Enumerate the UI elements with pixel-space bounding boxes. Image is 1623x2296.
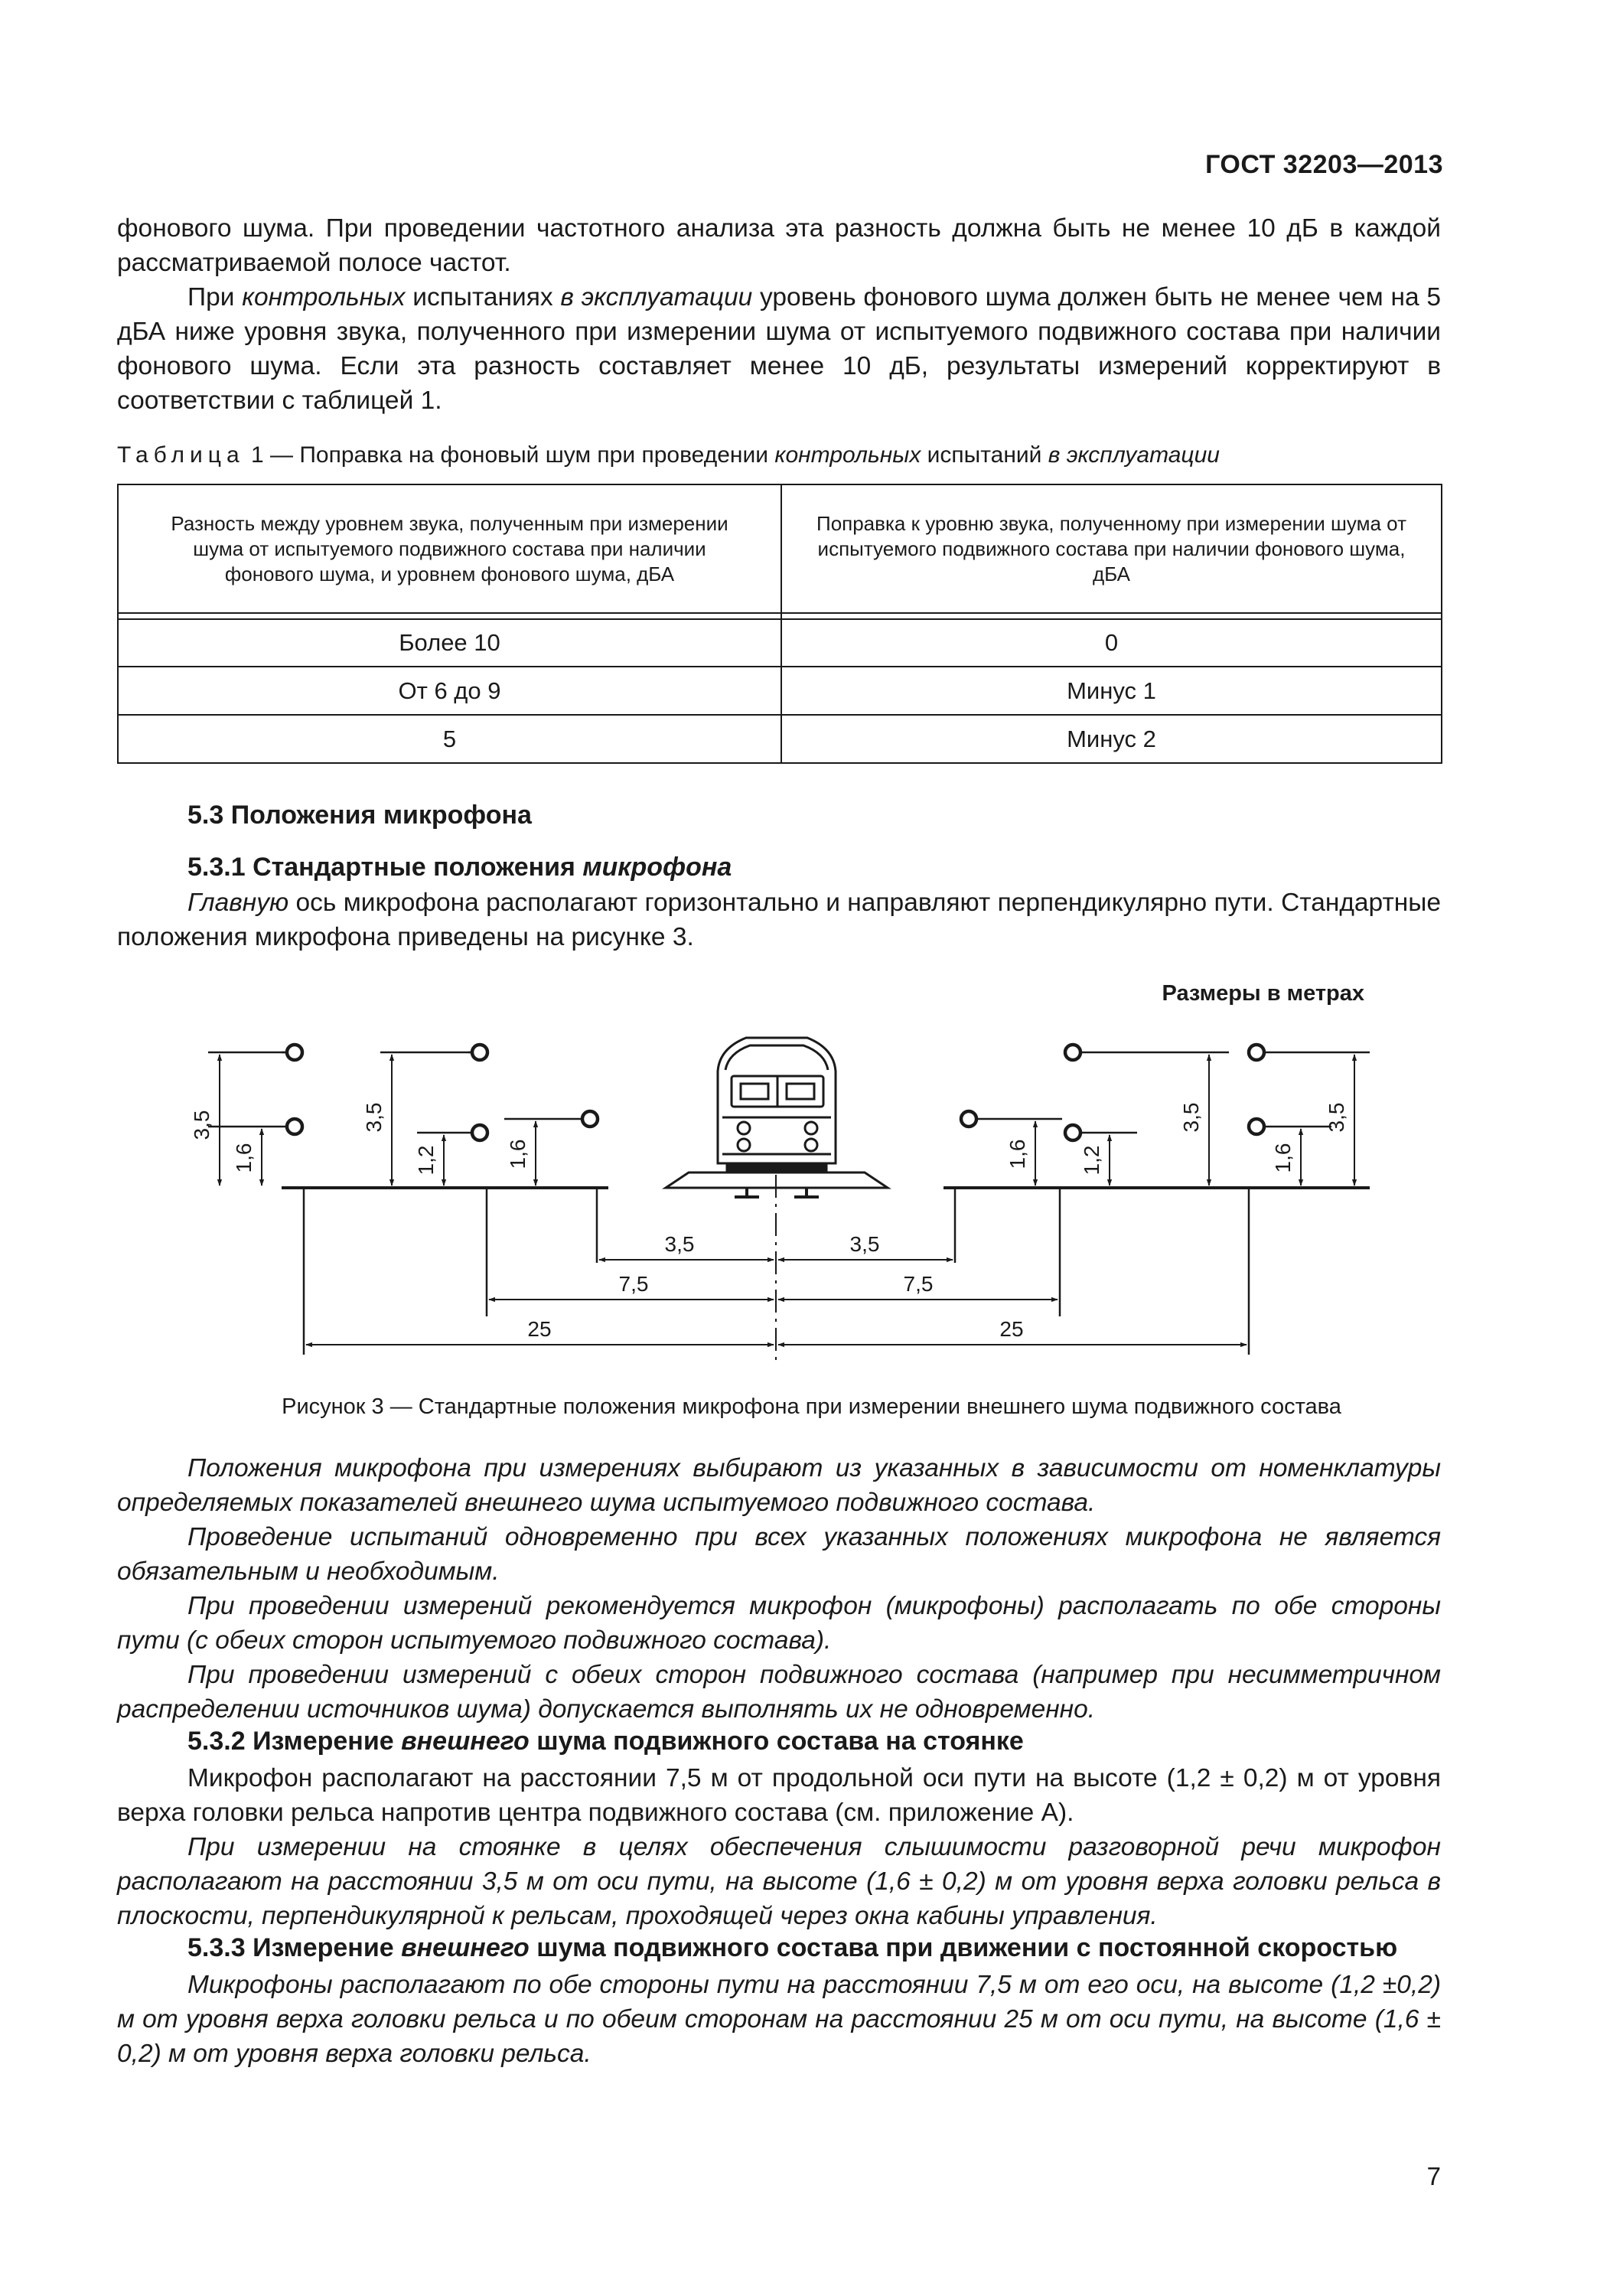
- text-run: испытаний: [921, 442, 1048, 468]
- text-run-italic: Главную: [187, 889, 289, 917]
- caption-number: 1: [250, 442, 264, 468]
- section-5-3-3-text: Микрофоны располагают по обе стороны пути на расстоянии 7,5 м от его оси, на высоте (1,2 ±0,2) м от уровня верха головки рельса и по обеим сторонам на расстоянии 25 м от оси пути, на высоте (1,6 ± 0,2) м от уровня верха головки рельса.: [117, 1971, 1441, 2068]
- microphone-icon: [287, 1045, 302, 1060]
- column-header-difference: Разность между уровнем звука, полученным при измерении шума от испытуемого подвижного состава при наличии фонового шума, и уровнем фонового шума, дБА: [118, 484, 781, 613]
- dim-label-d75: 7,5: [618, 1272, 649, 1296]
- sizes-note: Размеры в метрах: [1162, 981, 1364, 1006]
- section-heading-5-3-2: [187, 1727, 1024, 1756]
- table-separator-row: [118, 613, 1442, 619]
- text-run: ось микрофона располагают горизонтально и направляют перпендикулярно пути. Стандартные положения микрофона приведены на рисунке 3.: [117, 889, 1441, 951]
- column-header-correction: Поправка к уровню звука, полученному при измерении шума от испытуемого подвижного состава при наличии фонового шума, дБА: [781, 484, 1442, 613]
- italic-paragraph-3: При проведении измерений рекомендуется микрофон (микрофоны) располагать по обе стороны пути (с обеих сторон испытуемого подвижного состава).: [117, 1592, 1441, 1655]
- dim-label-h16: 1,6: [1271, 1143, 1295, 1173]
- table-cell: Минус 1: [781, 667, 1442, 715]
- intro-paragraph-1: фонового шума. При проведении частотного анализа эта разность должна быть не менее 10 дБ в каждой рассматриваемой полосе частот.: [117, 214, 1441, 277]
- text-run: испытаниях: [405, 283, 561, 311]
- document-header: ГОСТ 32203—2013: [1205, 150, 1443, 179]
- text-run: — Поправка на фоновый шум при проведении: [263, 442, 775, 468]
- dim-label-h35: 3,5: [190, 1110, 213, 1140]
- text-run-italic: внешнего: [401, 1933, 530, 1962]
- text-run-italic: в эксплуатации: [1048, 442, 1220, 468]
- text-run-italic: микрофона: [582, 853, 732, 882]
- microphone-icon: [582, 1111, 598, 1127]
- dim-label-d75: 7,5: [903, 1272, 934, 1296]
- microphone-icon: [472, 1125, 487, 1140]
- italic-paragraph-1: Положения микрофона при измерениях выбирают из указанных в зависимости от номенклатуры определяемых показателей внешнего шума испытуемого подвижного состава.: [117, 1454, 1441, 1517]
- dim-label-h35: 3,5: [1179, 1102, 1203, 1133]
- dim-label-h12: 1,2: [414, 1145, 438, 1176]
- microphone-positions-figure: [0, 1010, 1623, 1378]
- dim-label-h12: 1,2: [1080, 1145, 1103, 1176]
- dim-label-d35: 3,5: [664, 1232, 695, 1256]
- table-row: [118, 667, 1442, 715]
- italic-paragraph-4: При проведении измерений с обеих сторон подвижного состава (например при несимметричном распределении источников шума) допускается выполнять их не одновременно.: [117, 1661, 1441, 1724]
- dim-label-d25: 25: [999, 1317, 1024, 1341]
- text-run: уровень фонового шума должен быть не менее чем на 5 дБА ниже уровня звука, полученного при измерении шума от испытуемого подвижного состава при наличии фонового шума. Если эта разность составляет менее 10 дБ, результаты измерений корректируют в соответствии с таблицей 1.: [117, 283, 1441, 415]
- section-heading-5-3-3: [187, 1933, 1397, 1963]
- microphone-icon: [472, 1045, 487, 1060]
- dim-label-d35: 3,5: [849, 1232, 880, 1256]
- dim-label-h35: 3,5: [362, 1102, 386, 1133]
- section-5-3-2-text-1: Микрофон располагают на расстоянии 7,5 м от продольной оси пути на высоте (1,2 ± 0,2) м от уровня верха головки рельса напротив центра подвижного состава (см. приложение А).: [117, 1764, 1441, 1827]
- text-run: шума подвижного состава на стоянке: [529, 1727, 1024, 1756]
- microphone-icon: [1249, 1119, 1264, 1134]
- microphone-icon: [1065, 1045, 1080, 1060]
- section-heading-5-3: 5.3 Положения микрофона: [187, 801, 532, 830]
- section-heading-5-3-1: [187, 853, 732, 882]
- dim-label-h16: 1,6: [506, 1139, 530, 1169]
- microphone-icon: [287, 1119, 302, 1134]
- text-run: шума подвижного состава при движении с постоянной скоростью: [529, 1933, 1398, 1962]
- dim-label-h16: 1,6: [1005, 1139, 1029, 1169]
- dim-label-h35: 3,5: [1325, 1102, 1348, 1133]
- section-5-3-1-text: [117, 885, 1441, 954]
- text-run-italic: контрольных: [774, 442, 921, 468]
- page-number: 7: [1426, 2162, 1441, 2190]
- text-run: 5.3.2 Измерение: [187, 1727, 402, 1756]
- dim-label-d25: 25: [527, 1317, 552, 1341]
- caption-word: Таблица: [117, 442, 245, 468]
- table-row: [118, 715, 1442, 763]
- table-cell: От 6 до 9: [118, 667, 781, 715]
- table-row: [118, 619, 1442, 667]
- intro-paragraph-2: [117, 280, 1441, 418]
- text-run: 5.3.1 Стандартные положения: [187, 853, 583, 882]
- table-cell: Минус 2: [781, 715, 1442, 763]
- microphone-icon: [1065, 1125, 1080, 1140]
- table-header-row: [118, 484, 1442, 613]
- text-run: 5.3.3 Измерение: [187, 1933, 402, 1962]
- table-cell: Более 10: [118, 619, 781, 667]
- table-cell: 5: [118, 715, 781, 763]
- microphone-icon: [961, 1111, 976, 1127]
- text-run: При: [187, 283, 243, 311]
- dim-label-h16: 1,6: [232, 1143, 256, 1173]
- train-icon: [666, 1038, 888, 1197]
- correction-table: [117, 484, 1442, 764]
- microphone-icon: [1249, 1045, 1264, 1060]
- text-run-italic: внешнего: [401, 1727, 530, 1756]
- text-run-italic: контрольных: [242, 283, 406, 311]
- italic-paragraph-2: Проведение испытаний одновременно при всех указанных положениях микрофона не является обязательным и необходимым.: [117, 1523, 1441, 1586]
- text-run-italic: в эксплуатации: [560, 283, 753, 311]
- section-5-3-2-text-2: При измерении на стоянке в целях обеспечения слышимости разговорной речи микрофон располагают на расстоянии 3,5 м от оси пути, на высоте (1,6 ± 0,2) м от уровня верха головки рельса в плоскости, перпендикулярной к рельсам, проходящей через окна кабины управления.: [117, 1833, 1441, 1930]
- figure-caption: Рисунок 3 — Стандартные положения микрофона при измерении внешнего шума подвижного состава: [282, 1394, 1341, 1419]
- table-caption: [117, 442, 1220, 468]
- table-cell: 0: [781, 619, 1442, 667]
